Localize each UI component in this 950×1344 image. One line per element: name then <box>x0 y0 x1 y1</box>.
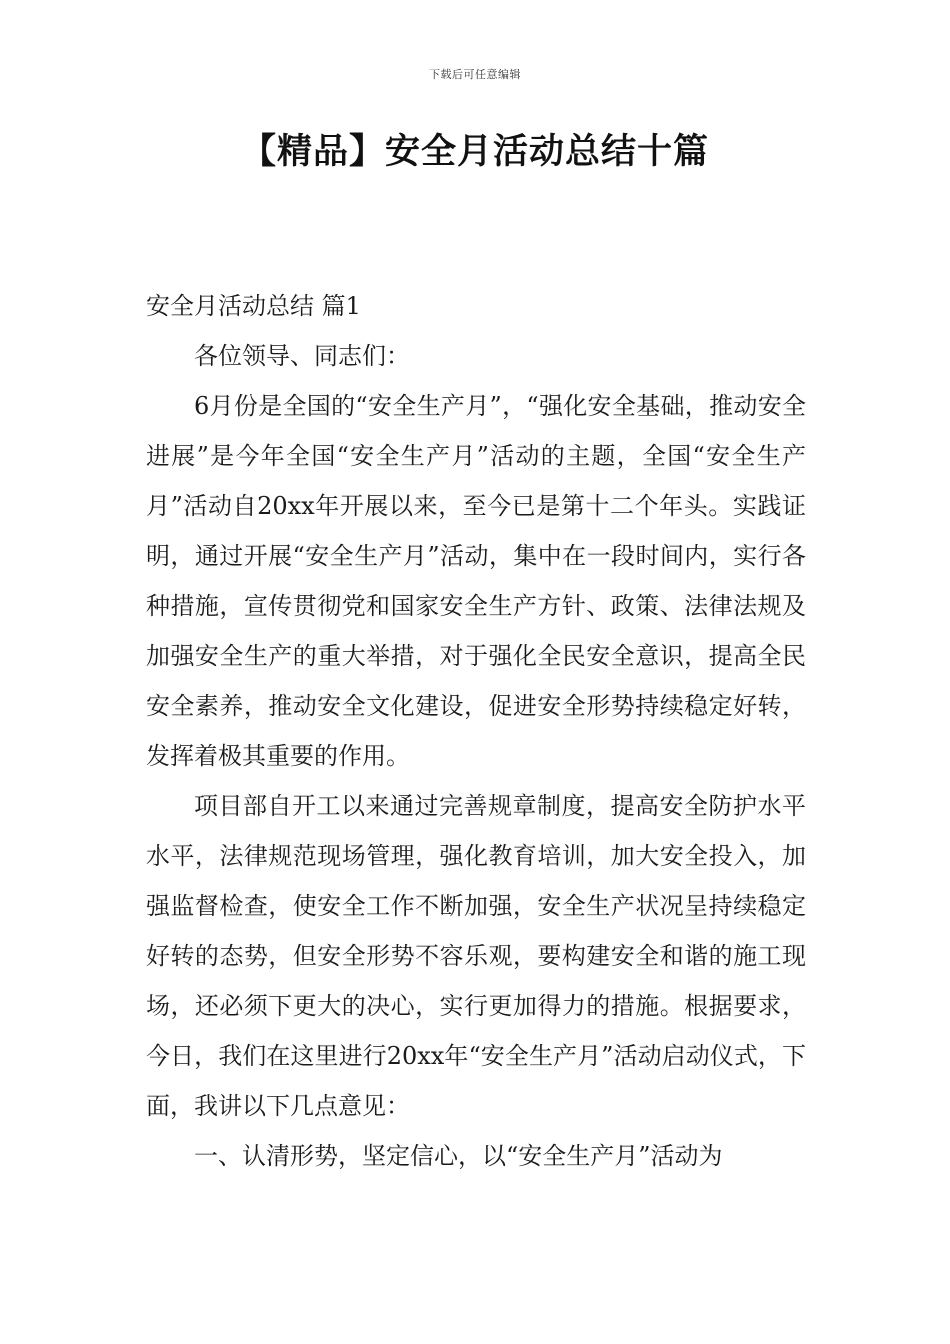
document-body <box>146 281 806 1181</box>
paragraph-project-status: 项目部自开工以来通过完善规章制度，提高安全防护水平水平，法律规范现场管理，强化教育培训，加大安全投入，加强监督检查，使安全工作不断加强，安全生产状况呈持续稳定好转的态势，但安全形势不容乐观，要构建安全和谐的施工现场，还必须下更大的决心，实行更加得力的措施。根据要求，今日，我们在这里进行20xx年“安全生产月”活动启动仪式，下面，我讲以下几点意见： <box>146 792 806 1120</box>
document-title: 【精品】安全月活动总结十篇 <box>240 132 709 172</box>
paragraph-safety-month-intro: 6月份是全国的“安全生产月”，“强化安全基础，推动安全进展”是今年全国“安全生产月”活动的主题，全国“安全生产月”活动自20xx年开展以来，至今已是第十二个年头。实践证明，通过开展“安全生产月”活动，集中在一段时间内，实行各种措施，宣传贯彻党和国家安全生产方针、政策、法律法规及加强安全生产的重大举措，对于强化全民安全意识，提高全民安全素养，推动安全文化建设，促进安全形势持续稳定好转，发挥着极其重要的作用。 <box>146 392 806 770</box>
section-heading: 安全月活动总结 篇1 <box>146 292 361 320</box>
paragraph-salutation: 各位领导、同志们： <box>194 342 410 370</box>
paragraph-point-one: 一、认清形势，坚定信心，以“安全生产月”活动为 <box>194 1142 723 1170</box>
header-note: 下载后可任意编辑 <box>429 68 521 81</box>
